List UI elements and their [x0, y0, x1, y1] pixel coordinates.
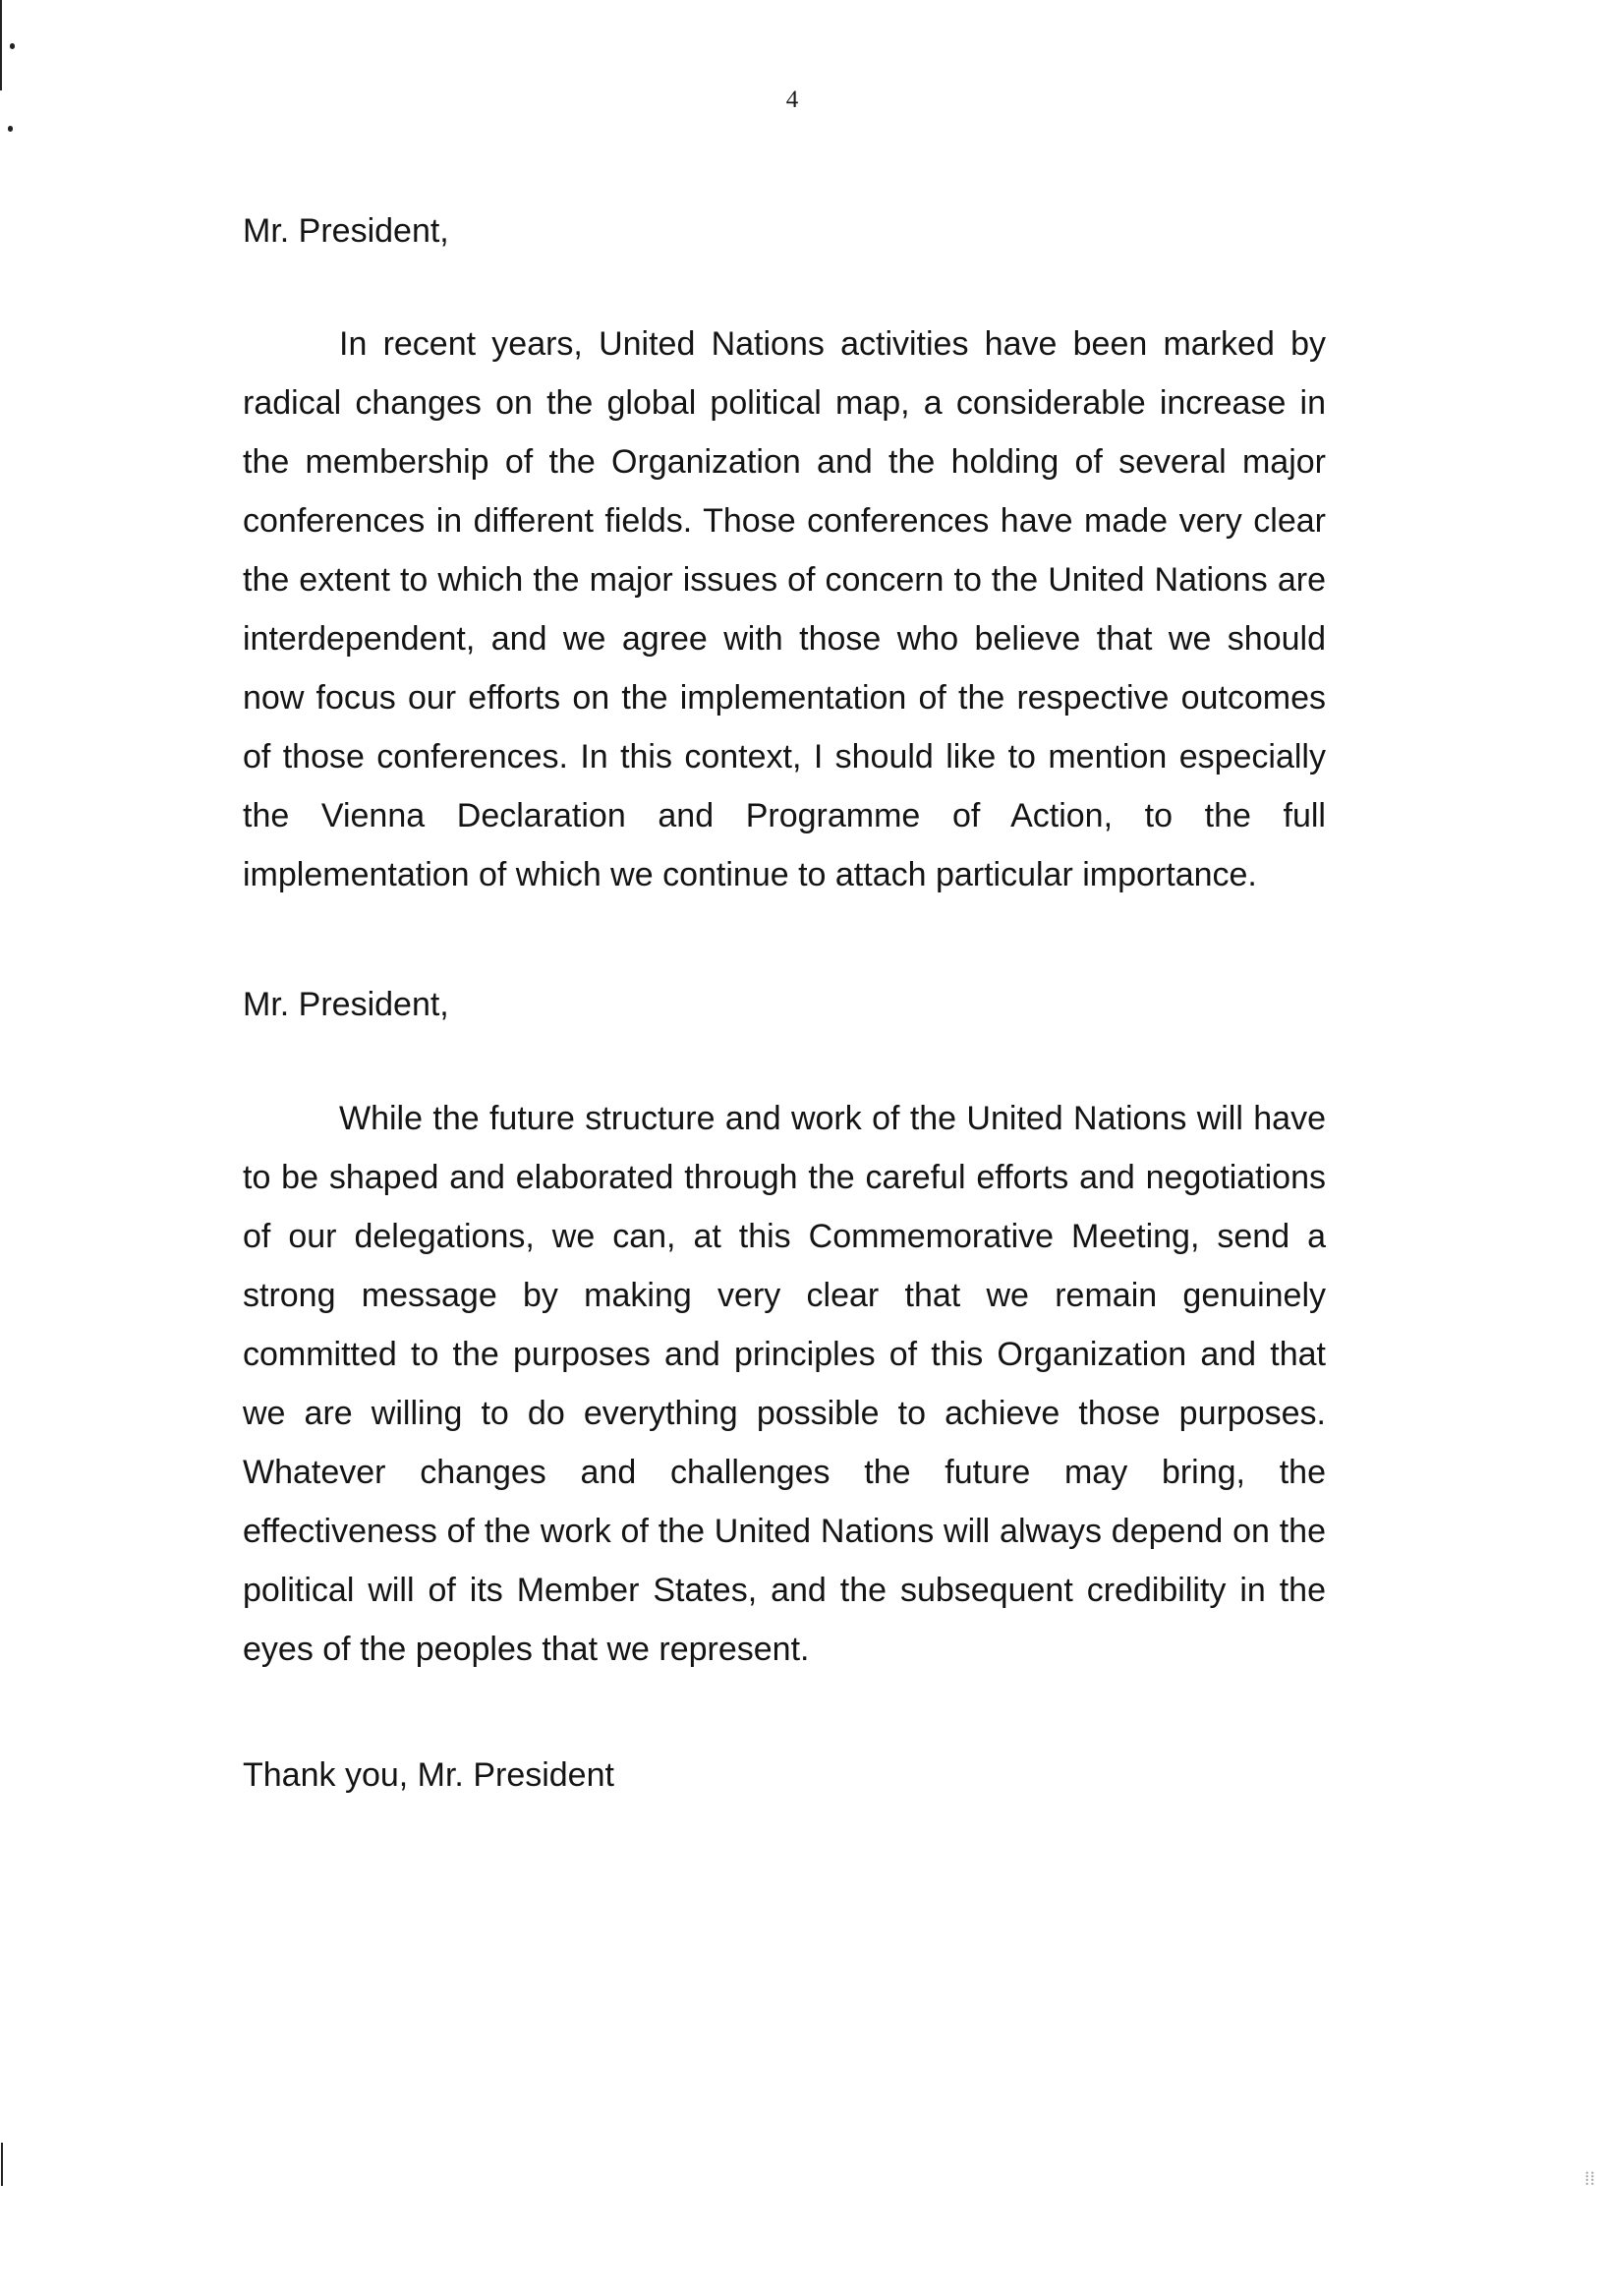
- salutation-first: Mr. President,: [243, 212, 449, 250]
- scan-edge-line-top: [0, 0, 2, 90]
- scan-tick-marks: ⁞⁞: [1584, 2166, 1596, 2190]
- scan-edge-line-bottom: [1, 2143, 3, 2186]
- paragraph-second: While the future structure and work of the United Nations will have to be shaped and elaborated through the careful efforts and negotiations of our delegations, we can, at this Commemorative Meeting, send a strong message by making very clear that we remain genuinely committed to the purposes and principles of this Organization and that we are willing to do everything possible to achieve those purposes. Whatever changes and challenges the future may bring, the effectiveness of the work of the United Nations will always depend on the political will of its Member States, and the subsequent credibility in the eyes of the peoples that we represent.: [243, 1100, 1326, 1668]
- salutation-second: Mr. President,: [243, 986, 449, 1023]
- scan-dot-bottom: [8, 126, 13, 132]
- scan-dot-top: [10, 43, 15, 49]
- paragraph-first: In recent years, United Nations activities have been marked by radical changes on the global political map, a considerable increase in the membership of the Organization and the holding of several major conferences in different fields. Those conferences have made very clear the extent to which the major issues of concern to the United Nations are interdependent, and we agree with those who believe that we should now focus our efforts on the implementation of the respective outcomes of those conferences. In this context, I should like to mention especially the Vienna Declaration and Programme of Action, to the full implementation of which we continue to attach particular importance.: [243, 325, 1326, 893]
- closing-line: Thank you, Mr. President: [243, 1756, 614, 1794]
- page-number: 4: [785, 86, 799, 113]
